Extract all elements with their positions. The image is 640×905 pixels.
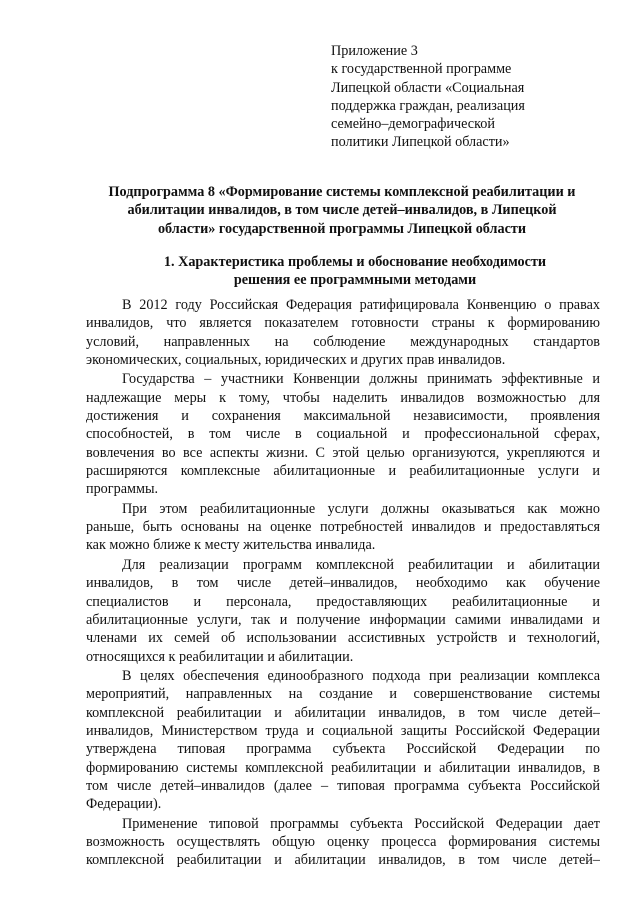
body-text — [86, 296, 600, 871]
paragraph-line: формированию системы комплексной реабилитации и абилитации инвалидов, в — [86, 759, 600, 776]
body-paragraph — [86, 556, 600, 666]
paragraph-line: инвалидов, в том числе детей–инвалидов, необходимо как обучение — [86, 575, 600, 592]
paragraph-line: Государства – участники Конвенции должны принимать эффективные и — [122, 371, 600, 388]
paragraph-line: том числе детей–инвалидов (далее – типовая программа субъекта Российской — [86, 777, 600, 794]
title-line: Подпрограмма 8 «Формирование системы комплексной реабилитации и — [108, 184, 576, 200]
appendix-line: к государственной программе — [331, 61, 512, 78]
paragraph-line: способностей, в том числе в социальной и профессиональной сферах, — [86, 426, 600, 443]
appendix-line: Липецкой области «Социальная — [331, 79, 525, 96]
appendix-line: поддержка граждан, реализация — [331, 97, 525, 114]
body-paragraph — [86, 500, 600, 555]
title-line: абилитации инвалидов, в том числе детей–инвалидов, в Липецкой — [127, 202, 557, 219]
paragraph-line: Для реализации программ комплексной реабилитации и абилитации — [122, 557, 600, 574]
heading-line: 1. Характеристика проблемы и обоснование необходимости — [163, 254, 547, 270]
paragraph-line: инвалидов, Министерством труда и социальной защиты Российской Федерации — [86, 723, 600, 740]
appendix-line: Приложение 3 — [331, 43, 418, 59]
body-paragraph — [86, 370, 600, 498]
paragraph-line: абилитационные услуги, так и получение информации самими инвалидами и — [86, 611, 600, 628]
paragraph-line: как можно ближе к месту жительства инвалида. — [86, 537, 376, 554]
paragraph-line: утверждена типовая программа субъекта Российской Федерации по — [86, 741, 600, 758]
paragraph-line: надлежащие меры к тому, чтобы наделить инвалидов возможностью для — [86, 389, 600, 406]
paragraph-line: расширяются комплексные абилитационные и реабилитационные услуги и — [86, 462, 600, 479]
paragraph-line: комплексной реабилитации и абилитации инвалидов, в том числе детей– — [86, 704, 600, 721]
paragraph-line: При этом реабилитационные услуги должны оказываться как можно — [122, 500, 600, 517]
paragraph-line: раньше, быть основаны на оценке потребностей инвалидов и предоставляться — [86, 519, 600, 536]
body-paragraph — [86, 815, 600, 870]
paragraph-line: инвалидов, что является показателем готовности страны к формированию — [86, 315, 600, 332]
paragraph-line: Применение типовой программы субъекта Российской Федерации дает — [122, 815, 600, 832]
subprogram-title — [86, 183, 598, 238]
paragraph-line: относящихся к реабилитации и абилитации. — [86, 648, 354, 665]
paragraph-line: достижения и сохранения максимальной независимости, проявления — [86, 408, 600, 425]
paragraph-line: мероприятий, направленных на создание и совершенствование системы — [86, 686, 600, 703]
paragraph-line: вовлечения во все аспекты жизни. С этой целью организуются, укрепляются и — [86, 444, 600, 461]
paragraph-line: комплексной реабилитации и абилитации инвалидов, в том числе детей– — [86, 852, 600, 869]
paragraph-line: программы. — [86, 481, 159, 498]
heading-line: решения ее программными методами — [233, 272, 477, 289]
paragraph-line: членами их семей об использовании ассистивных устройств и технологий, — [86, 630, 600, 647]
paragraph-line: экономических, социальных, юридических и других прав инвалидов. — [86, 351, 506, 368]
paragraph-line: В 2012 году Российская Федерация ратифицировала Конвенцию о правах — [122, 297, 600, 313]
appendix-note — [331, 42, 591, 152]
appendix-line: семейно–демографической — [331, 116, 495, 133]
title-line: области» государственной программы Липецкой области — [157, 220, 527, 237]
body-paragraph — [86, 667, 600, 813]
paragraph-line: условий, направленных на соблюдение международных стандартов — [86, 333, 600, 350]
paragraph-line: Федерации). — [86, 796, 162, 813]
paragraph-line: возможность осуществлять общую оценку процесса формирования системы — [86, 834, 600, 851]
paragraph-line: В целях обеспечения единообразного подхода при реализации комплекса — [122, 668, 600, 685]
body-paragraph — [86, 296, 600, 369]
appendix-line: политики Липецкой области» — [331, 134, 510, 151]
section-heading — [120, 253, 590, 290]
paragraph-line: специалистов и персонала, предоставляющих реабилитационные и — [86, 593, 600, 610]
